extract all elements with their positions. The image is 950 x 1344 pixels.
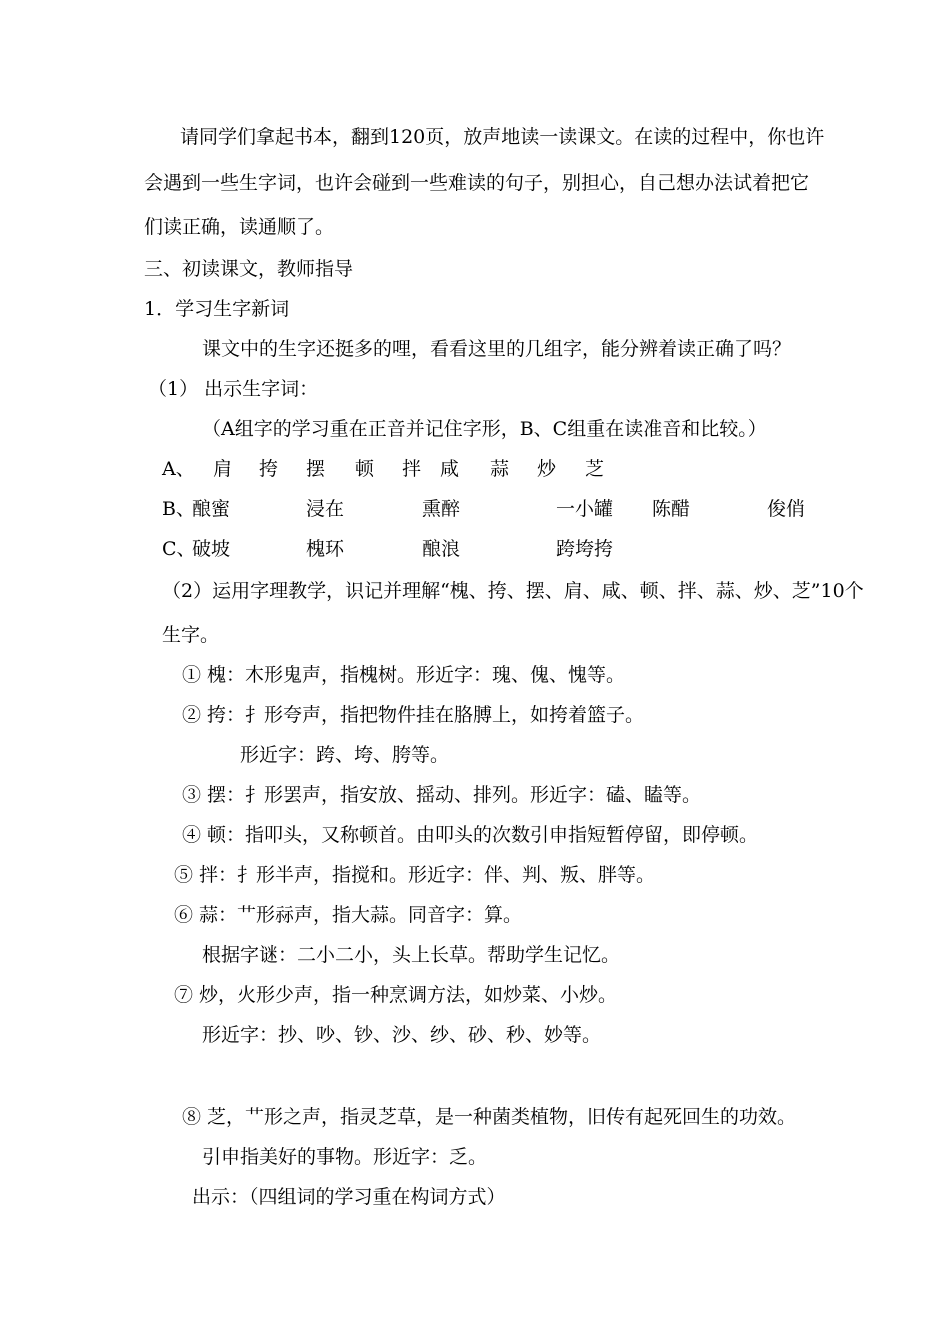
group-a-char: 炒 [537,458,557,480]
group-b-label: B、 [162,498,195,520]
group-b-word: 熏醉 [422,498,461,520]
intro-paragraph-line-2: 会遇到一些生字词，也许会碰到一些难读的句子，别担心，自己想办法试着把它 [144,172,810,194]
character-item: ⑥ 蒜：艹形祘声，指大蒜。同音字：算。 [174,904,523,926]
group-b-word: 浸在 [306,498,345,520]
group-a-char: 拌 [402,458,422,480]
character-item: ⑧ 芝，艹形之声，指灵芝草，是一种菌类植物，旧传有起死回生的功效。 [182,1106,797,1128]
character-item-note: 形近字：跨、垮、胯等。 [240,744,450,766]
sub-heading-2-cont: 生字。 [162,624,220,646]
group-a-char: 挎 [259,458,279,480]
character-item: ④ 顿：指叩头，又称顿首。由叩头的次数引申指短暂停留，即停顿。 [182,824,759,846]
group-c-word: 跨垮挎 [556,538,614,560]
step-heading: 1．学习生字新词 [144,298,290,320]
group-a-char: 芝 [585,458,605,480]
step-description: 课文中的生字还挺多的哩，看看这里的几组字，能分辨着读正确了吗？ [202,338,792,360]
group-a-char: 蒜 [490,458,510,480]
display-heading: 出示：（四组词的学习重在构词方式） [192,1186,506,1208]
sub-heading-1: （1） 出示生字词： [148,378,319,400]
character-item: ③ 摆：扌形罢声，指安放、摇动、排列。形近字：磕、瞌等。 [182,784,702,806]
character-item: ⑤ 拌：扌形半声，指搅和。形近字：伴、判、叛、胖等。 [174,864,656,886]
section-heading: 三、初读课文，教师指导 [144,258,354,280]
group-c-word: 酿浪 [422,538,461,560]
group-c-word: 槐环 [306,538,345,560]
character-item: ① 槐：木形鬼声，指槐树。形近字：瑰、傀、愧等。 [182,664,626,686]
group-a-char: 咸 [440,458,460,480]
group-b-word: 一小罐 [556,498,614,520]
intro-paragraph-line-1: 请同学们拿起书本，翻到120页，放声地读一读课文。在读的过程中，你也许 [180,126,825,148]
character-item-note: 引申指美好的事物。形近字：乏。 [202,1146,488,1168]
group-c-word: 破坡 [192,538,231,560]
group-b-word: 俊俏 [767,498,806,520]
group-c-label: C、 [162,538,196,560]
intro-paragraph-line-3: 们读正确，读通顺了。 [144,216,335,238]
group-a-char: 肩 [213,458,233,480]
character-item: ② 挎：扌形夸声，指把物件挂在胳膊上，如挎着篮子。 [182,704,645,726]
character-item-note: 根据字谜：二小二小，头上长草。帮助学生记忆。 [202,944,621,966]
character-item-note: 形近字：抄、吵、钞、沙、纱、砂、秒、妙等。 [202,1024,602,1046]
group-a-label: A、 [162,458,195,480]
group-a-char: 顿 [355,458,375,480]
group-b-word: 酿蜜 [192,498,231,520]
sub-heading-2: （2）运用字理教学，识记并理解“槐、挎、摆、肩、咸、顿、拌、蒜、炒、芝”10个 [162,580,864,602]
character-item: ⑦ 炒，火形少声，指一种烹调方法，如炒菜、小炒。 [174,984,618,1006]
group-a-char: 摆 [306,458,326,480]
group-b-word: 陈醋 [652,498,691,520]
sub-heading-1-note: （A组字的学习重在正音并记住字形，B、C组重在读准音和比较。） [202,418,767,440]
